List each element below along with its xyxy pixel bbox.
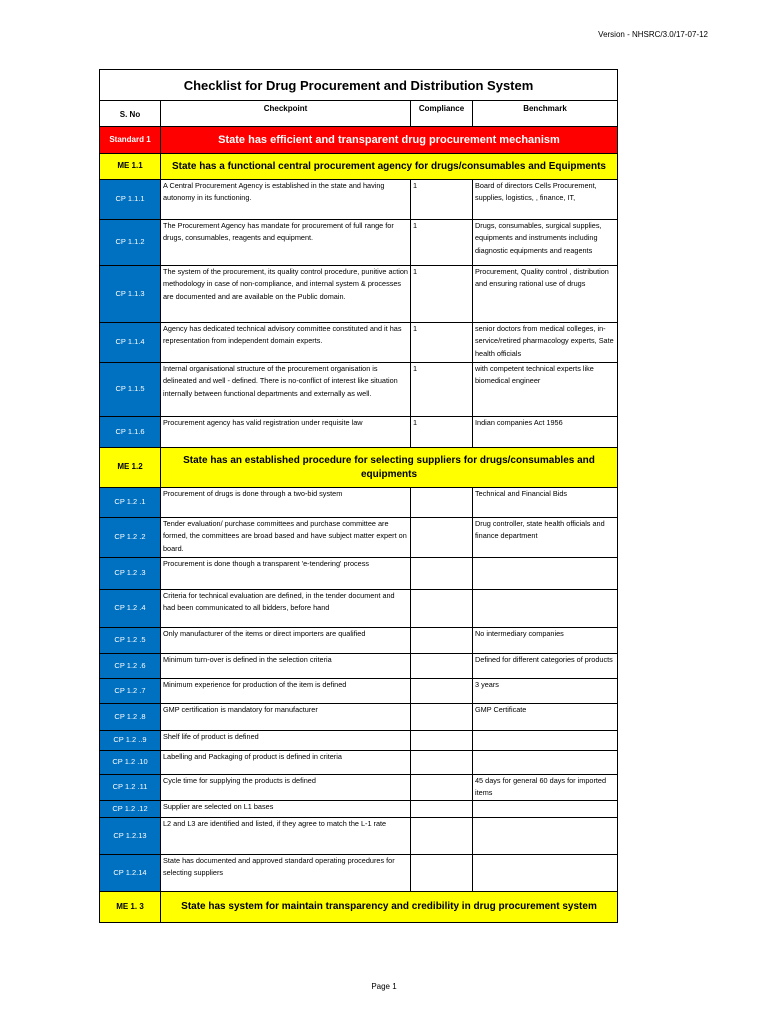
checkpoint-id: CP 1.2 .12 (100, 801, 161, 818)
table-row (100, 751, 618, 775)
checkpoint-text: Only manufacturer of the items or direct importers are qualified (161, 628, 411, 654)
checkpoint-id: CP 1.2 .1 (100, 488, 161, 518)
checkpoint-id: CP 1.2 ..9 (100, 731, 161, 751)
checklist-title: Checklist for Drug Procurement and Distribution System (100, 70, 618, 101)
table-row (100, 801, 618, 818)
me-row (100, 154, 618, 180)
table-row (100, 654, 618, 679)
table-row (100, 590, 618, 628)
title-row (100, 70, 618, 101)
table-row (100, 488, 618, 518)
benchmark-text: Drug controller, state health officials and finance department (473, 518, 618, 558)
benchmark-text: Technical and Financial Bids (473, 488, 618, 518)
benchmark-text (473, 558, 618, 590)
benchmark-text (473, 731, 618, 751)
compliance-value (411, 731, 473, 751)
standard-row (100, 127, 618, 154)
me-title: State has a functional central procurement agency for drugs/consumables and Equipments (161, 154, 618, 180)
page-number: Page 1 (371, 982, 397, 991)
table-row (100, 558, 618, 590)
checkpoint-text: State has documented and approved standard operating procedures for selecting suppliers (161, 855, 411, 892)
compliance-value: 1 (411, 363, 473, 417)
checkpoint-id: CP 1.1.6 (100, 417, 161, 448)
benchmark-text: GMP Certificate (473, 704, 618, 731)
compliance-value (411, 654, 473, 679)
checkpoint-text: The Procurement Agency has mandate for procurement of full range for drugs, consumables, reagents and equipment. (161, 220, 411, 266)
col-header-checkpoint: Checkpoint (161, 101, 411, 127)
benchmark-text (473, 818, 618, 855)
me-id: ME 1. 3 (100, 892, 161, 923)
checkpoint-id: CP 1.1.2 (100, 220, 161, 266)
benchmark-text (473, 855, 618, 892)
checkpoint-id: CP 1.2 .8 (100, 704, 161, 731)
compliance-value (411, 818, 473, 855)
checkpoint-id: CP 1.2.14 (100, 855, 161, 892)
compliance-value (411, 558, 473, 590)
table-row (100, 818, 618, 855)
header-row (100, 101, 618, 127)
checkpoint-id: CP 1.2 .3 (100, 558, 161, 590)
checkpoint-id: CP 1.1.5 (100, 363, 161, 417)
compliance-value (411, 855, 473, 892)
checkpoint-id: CP 1.2 .4 (100, 590, 161, 628)
checkpoint-text: The system of the procurement, its quality control procedure, punitive action methodology in case of non-compliance, and internal system & processes are documented and are available on the Public domain. (161, 266, 411, 323)
checkpoint-id: CP 1.2 .10 (100, 751, 161, 775)
compliance-value (411, 590, 473, 628)
checkpoint-id: CP 1.2 .11 (100, 775, 161, 801)
checkpoint-text: Procurement is done though a transparent 'e-tendering' process (161, 558, 411, 590)
benchmark-text: Procurement, Quality control , distribution and ensuring rational use of drugs (473, 266, 618, 323)
compliance-value: 1 (411, 220, 473, 266)
benchmark-text: 45 days for general 60 days for imported items (473, 775, 618, 801)
compliance-value (411, 488, 473, 518)
col-header-sno: S. No (100, 101, 161, 127)
compliance-value (411, 775, 473, 801)
me-id: ME 1.1 (100, 154, 161, 180)
compliance-value: 1 (411, 266, 473, 323)
compliance-value (411, 704, 473, 731)
benchmark-text (473, 590, 618, 628)
checkpoint-text: Procurement of drugs is done through a two-bid system (161, 488, 411, 518)
checkpoint-text: L2 and L3 are identified and listed, if they agree to match the L-1 rate (161, 818, 411, 855)
me-row (100, 448, 618, 488)
table-row (100, 855, 618, 892)
checkpoint-text: Minimum turn-over is defined in the selection criteria (161, 654, 411, 679)
compliance-value: 1 (411, 417, 473, 448)
compliance-value: 1 (411, 180, 473, 220)
table-row (100, 323, 618, 363)
table-row (100, 180, 618, 220)
checkpoint-id: CP 1.1.3 (100, 266, 161, 323)
checkpoint-id: CP 1.2 .5 (100, 628, 161, 654)
col-header-benchmark: Benchmark (473, 101, 618, 127)
checkpoint-id: CP 1.1.1 (100, 180, 161, 220)
checkpoint-id: CP 1.2.13 (100, 818, 161, 855)
table-row (100, 704, 618, 731)
benchmark-text: senior doctors from medical colleges, in-service/retired pharmacology experts, Sate health officials (473, 323, 618, 363)
table-row (100, 775, 618, 801)
checklist-table (99, 69, 618, 923)
compliance-value (411, 518, 473, 558)
col-header-compliance: Compliance (411, 101, 473, 127)
table-row (100, 266, 618, 323)
checkpoint-text: Supplier are selected on L1 bases (161, 801, 411, 818)
me-title: State has an established procedure for selecting suppliers for drugs/consumables and equipments (161, 448, 618, 488)
benchmark-text: with competent technical experts like biomedical engineer (473, 363, 618, 417)
checkpoint-text: Shelf life of product is defined (161, 731, 411, 751)
benchmark-text (473, 751, 618, 775)
benchmark-text: 3 years (473, 679, 618, 704)
me-id: ME 1.2 (100, 448, 161, 488)
checkpoint-text: Internal organisational structure of the procurement organisation is delineated and well - defined. There is no-conflict of interest like situation internally between functional departments and externally as well. (161, 363, 411, 417)
benchmark-text: Drugs, consumables, surgical supplies, equipments and instruments including diagnostic equipments and reagents (473, 220, 618, 266)
table-row (100, 220, 618, 266)
table-row (100, 417, 618, 448)
table-row (100, 363, 618, 417)
me-row (100, 892, 618, 923)
checkpoint-text: GMP certification is mandatory for manufacturer (161, 704, 411, 731)
compliance-value (411, 628, 473, 654)
table-row (100, 628, 618, 654)
checkpoint-text: Criteria for technical evaluation are defined, in the tender document and had been communicated to all bidders, before hand (161, 590, 411, 628)
table-row (100, 679, 618, 704)
checkpoint-text: Minimum experience for production of the item is defined (161, 679, 411, 704)
benchmark-text (473, 801, 618, 818)
benchmark-text: Indian companies Act 1956 (473, 417, 618, 448)
table-row (100, 731, 618, 751)
me-title: State has system for maintain transparency and credibility in drug procurement system (161, 892, 618, 923)
compliance-value (411, 801, 473, 818)
checkpoint-id: CP 1.1.4 (100, 323, 161, 363)
checkpoint-text: Agency has dedicated technical advisory committee constituted and it has representation from independent domain experts. (161, 323, 411, 363)
compliance-value (411, 751, 473, 775)
table-row (100, 518, 618, 558)
checkpoint-text: A Central Procurement Agency is established in the state and having autonomy in its functioning. (161, 180, 411, 220)
checkpoint-text: Labelling and Packaging of product is defined in criteria (161, 751, 411, 775)
compliance-value: 1 (411, 323, 473, 363)
checkpoint-id: CP 1.2 .2 (100, 518, 161, 558)
checkpoint-id: CP 1.2 .6 (100, 654, 161, 679)
benchmark-text: Board of directors Cells Procurement, supplies, logistics, , finance, IT, (473, 180, 618, 220)
checkpoint-text: Tender evaluation/ purchase committees and purchase committee are formed, the committees are broad based and have subject matter expert on board. (161, 518, 411, 558)
standard-id: Standard 1 (100, 127, 161, 154)
version-label: Version - NHSRC/3.0/17-07-12 (598, 30, 708, 39)
benchmark-text: No intermediary companies (473, 628, 618, 654)
checkpoint-text: Procurement agency has valid registration under requisite law (161, 417, 411, 448)
compliance-value (411, 679, 473, 704)
standard-title: State has efficient and transparent drug procurement mechanism (161, 127, 618, 154)
benchmark-text: Defined for different categories of products (473, 654, 618, 679)
checkpoint-text: Cycle time for supplying the products is defined (161, 775, 411, 801)
checkpoint-id: CP 1.2 .7 (100, 679, 161, 704)
